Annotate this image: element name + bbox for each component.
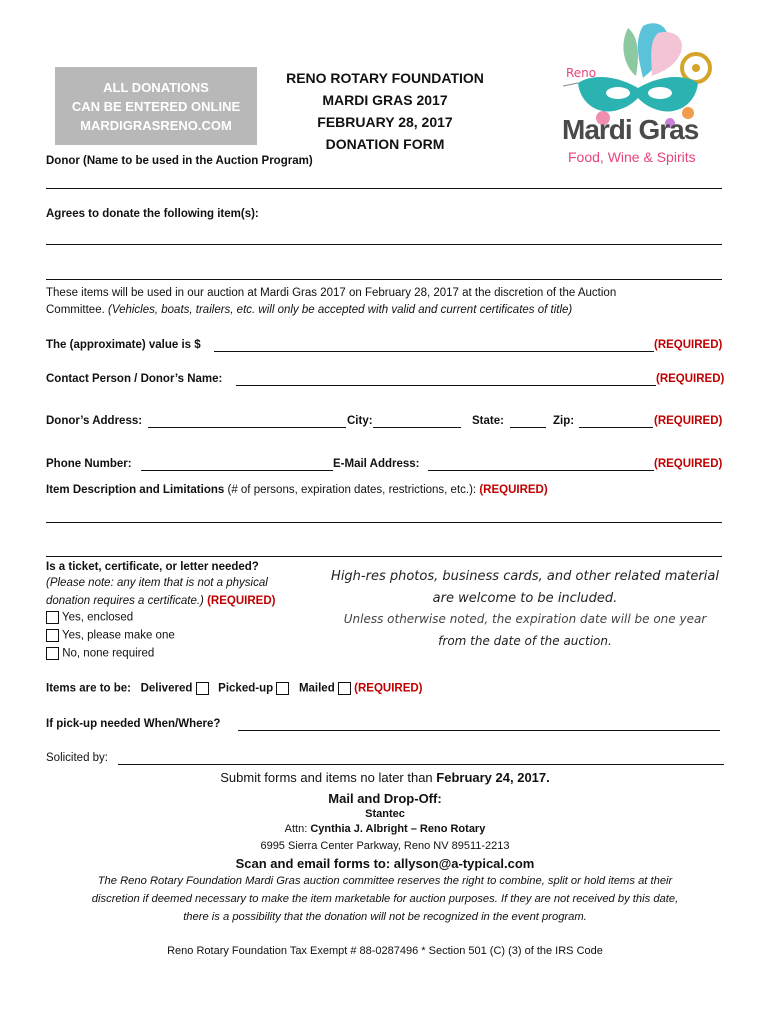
item-desc-line-2[interactable] [46,556,722,557]
usage-text-1: These items will be used in our auction at Mardi Gras 2017 on February 28, 2017 at the discretion of the Auction [46,287,617,299]
address-required: (REQUIRED) [654,415,723,427]
title-date: FEBRUARY 28, 2017 [317,114,453,130]
title-org: RENO ROTARY FOUNDATION [286,70,484,86]
banner-line-3: MARDIGRASRENO.COM [80,117,232,133]
items-line-1[interactable] [46,244,722,245]
option-label: Yes, please make one [62,629,175,642]
ticket-required: (REQUIRED) [207,595,276,607]
disclaimer-1: The Reno Rotary Foundation Mardi Gras auction committee reserves the right to combine, split or hold items at their [97,875,673,887]
checkbox-mailed[interactable] [338,682,351,695]
expiration-note-1: Unless otherwise noted, the expiration date will be one year [343,612,707,626]
state-label: State: [472,415,504,427]
checkbox-yes-enclosed[interactable] [46,611,59,624]
usage-plain: Committee. [46,304,108,316]
mail-address: 6995 Sierra Center Parkway, Reno NV 89511-2213 [260,840,510,852]
banner-line-2: CAN BE ENTERED ONLINE [71,98,241,114]
ticket-option-make-one[interactable] [46,629,175,642]
mailed-label: Mailed [298,682,335,695]
address-input-line[interactable] [148,427,346,428]
item-desc-label: Item Description and Limitations [46,484,225,496]
ticket-question: Is a ticket, certificate, or letter needed? [46,561,259,573]
disclaimer-2: discretion if deemed necessary to make the item marketable for auction purposes. If they are not received by this date, [91,893,679,905]
agrees-label: Agrees to donate the following item(s): [46,208,259,220]
contact-label: Contact Person / Donor’s Name: [46,373,223,385]
city-label: City: [347,415,373,427]
submit-deadline [0,770,770,785]
usage-text-2 [46,304,572,316]
donor-label: Donor (Name to be used in the Auction Program) [46,155,313,167]
item-desc-line-1[interactable] [46,522,722,523]
option-label: No, none required [62,647,155,660]
solicited-input-line[interactable] [118,764,724,765]
mail-company: Stantec [365,808,405,820]
expiration-note-2: from the date of the auction. [438,634,612,648]
logo-tagline: Food, Wine & Spirits [568,149,696,165]
option-label: Yes, enclosed [62,611,134,624]
submit-text: Submit forms and items no later than [220,770,437,785]
email-input-line[interactable] [428,470,654,471]
photos-note-1: High-res photos, business cards, and other related material [331,569,719,584]
attn-name: Cynthia J. Albright – Reno Rotary [310,823,486,835]
disclaimer-3: there is a possibility that the donation will not be recognized in the event program. [183,911,587,923]
checkbox-none-required[interactable] [46,647,59,660]
attn-prefix: Attn: [284,823,311,835]
phone-required: (REQUIRED) [654,458,723,470]
contact-required: (REQUIRED) [656,373,725,385]
item-desc-required: (REQUIRED) [479,484,548,496]
mardi-gras-logo [548,18,718,183]
phone-label: Phone Number: [46,458,132,470]
ticket-option-enclosed[interactable] [46,611,133,624]
checkbox-yes-make-one[interactable] [46,629,59,642]
title-form: DONATION FORM [325,136,445,152]
form-title [270,67,500,155]
delivery-required: (REQUIRED) [354,682,423,695]
solicited-label: Solicited by: [46,752,109,764]
photos-note-2: are welcome to be included. [432,591,618,606]
tax-exempt: Reno Rotary Foundation Tax Exempt # 88-0287496 * Section 501 (C) (3) of the IRS Code [167,945,603,957]
delivered-label: Delivered [140,682,193,695]
banner-line-1: ALL DONATIONS [103,79,209,95]
ticket-option-none[interactable] [46,647,154,660]
checkbox-picked-up[interactable] [276,682,289,695]
ticket-note-2-row [46,595,275,607]
delivery-row [46,682,423,695]
pickup-input-line[interactable] [238,730,720,731]
title-event: MARDI GRAS 2017 [322,92,448,108]
logo-mardi-gras: Mardi Gras [562,114,699,145]
scan-email: Scan and email forms to: allyson@a-typical.com [235,856,535,871]
checkbox-delivered[interactable] [196,682,209,695]
value-label: The (approximate) value is $ [46,339,201,351]
submit-date: February 24, 2017. [436,770,550,785]
item-desc-detail: (# of persons, expiration dates, restrictions, etc.): [227,484,477,496]
mail-heading: Mail and Drop-Off: [328,791,442,806]
ticket-note-2: donation requires a certificate.) [46,595,204,607]
picked-up-label: Picked-up [218,682,274,695]
address-label: Donor’s Address: [46,415,143,427]
items-line-2[interactable] [46,279,722,280]
item-desc-row [46,484,548,496]
email-label: E-Mail Address: [333,458,420,470]
usage-italic: (Vehicles, boats, trailers, etc. will only be accepted with valid and current certificates of title) [108,304,573,316]
value-required: (REQUIRED) [654,339,723,351]
online-banner [55,67,257,145]
city-input-line[interactable] [373,427,461,428]
zip-label: Zip: [553,415,575,427]
state-input-line[interactable] [510,427,546,428]
delivery-label: Items are to be: [46,682,131,695]
value-input-line[interactable] [214,351,654,352]
zip-input-line[interactable] [579,427,653,428]
donor-input-line[interactable] [46,188,722,189]
ticket-note-1: (Please note: any item that is not a physical [46,577,268,589]
pickup-label: If pick-up needed When/Where? [46,718,221,730]
contact-input-line[interactable] [236,385,656,386]
logo-reno: Reno [566,66,597,80]
mail-attn [0,823,770,835]
phone-input-line[interactable] [141,470,333,471]
